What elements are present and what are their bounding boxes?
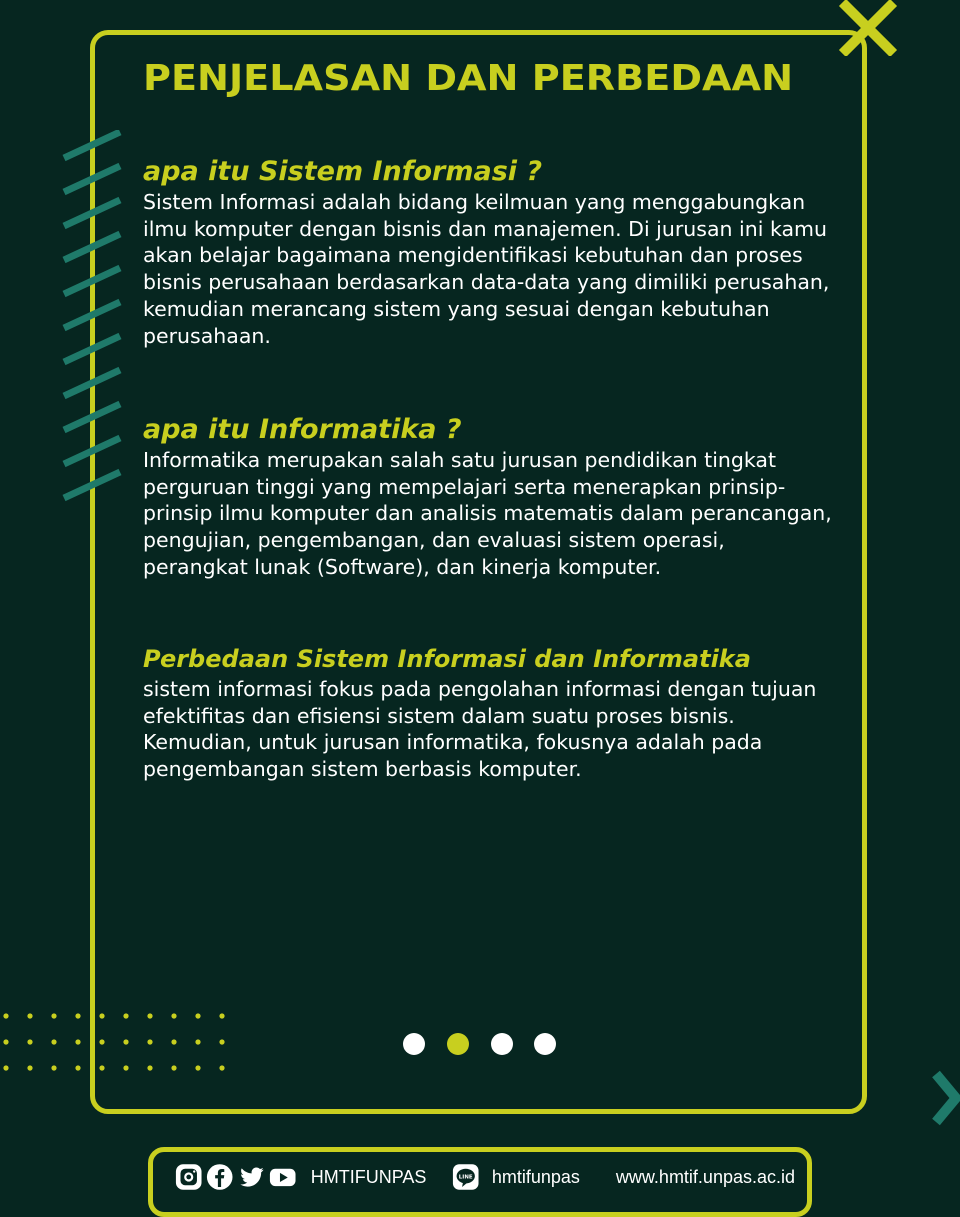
footer-content: [175, 1160, 795, 1194]
website-link[interactable]: www.hmtif.unpas.ac.id: [615, 1166, 795, 1187]
page-dot[interactable]: [534, 1033, 556, 1055]
section-body: Informatika merupakan salah satu jurusan pendidikan tingkat perguruan tinggi yang mempelajari serta menerapkan prinsip-prinsip ilmu komputer dan analisis matematis dalam perancangan, pengujian, pengembangan, dan evaluasi sistem operasi, perangkat lunak (Software), dan kinerja komputer.: [143, 448, 832, 579]
section-body: sistem informasi fokus pada pengolahan informasi dengan tujuan efektifitas dan efisiensi sistem dalam suatu proses bisnis. Kemudian, untuk jurusan informatika, fokusnya adalah pada pengembangan sistem berbasis komputer.: [143, 677, 817, 782]
pagination-dots: [403, 1033, 563, 1057]
section-heading: Perbedaan Sistem Informasi dan Informatika: [143, 645, 751, 673]
svg-text:LINE: LINE: [459, 1174, 474, 1181]
section-sistem-informasi: [143, 157, 833, 349]
close-icon[interactable]: [836, 0, 900, 56]
social-handle: HMTIFUNPAS: [310, 1166, 427, 1187]
chevron-right-icon[interactable]: [930, 1070, 960, 1126]
page-dot[interactable]: [491, 1033, 513, 1055]
facebook-icon[interactable]: [206, 1162, 233, 1192]
page-dot-active[interactable]: [447, 1033, 469, 1055]
section-heading: apa itu Sistem Informasi ?: [143, 156, 543, 187]
section-body: Sistem Informasi adalah bidang keilmuan yang menggabungkan ilmu komputer dengan bisnis dan manajemen. Di jurusan ini kamu akan belajar bagaimana mengidentifikasi kebutuhan dan proses bisnis perusahaan berdasarkan data-data yang dimiliki perusahan, kemudian merancang sistem yang sesuai dengan kebutuhan perusahaan.: [143, 190, 830, 348]
stripe-decoration: [58, 130, 128, 520]
twitter-icon[interactable]: [238, 1162, 265, 1192]
line-icon[interactable]: [452, 1162, 479, 1192]
page-title: PENJELASAN DAN PERBEDAAN: [143, 58, 794, 99]
dot-grid-decoration: [0, 1008, 230, 1078]
line-handle: hmtifunpas: [491, 1166, 580, 1187]
section-perbedaan: [143, 644, 833, 783]
page-dot[interactable]: [403, 1033, 425, 1055]
youtube-icon[interactable]: [269, 1162, 296, 1192]
section-heading: apa itu Informatika ?: [143, 414, 462, 445]
section-informatika: [143, 415, 833, 581]
instagram-icon[interactable]: [175, 1162, 202, 1192]
